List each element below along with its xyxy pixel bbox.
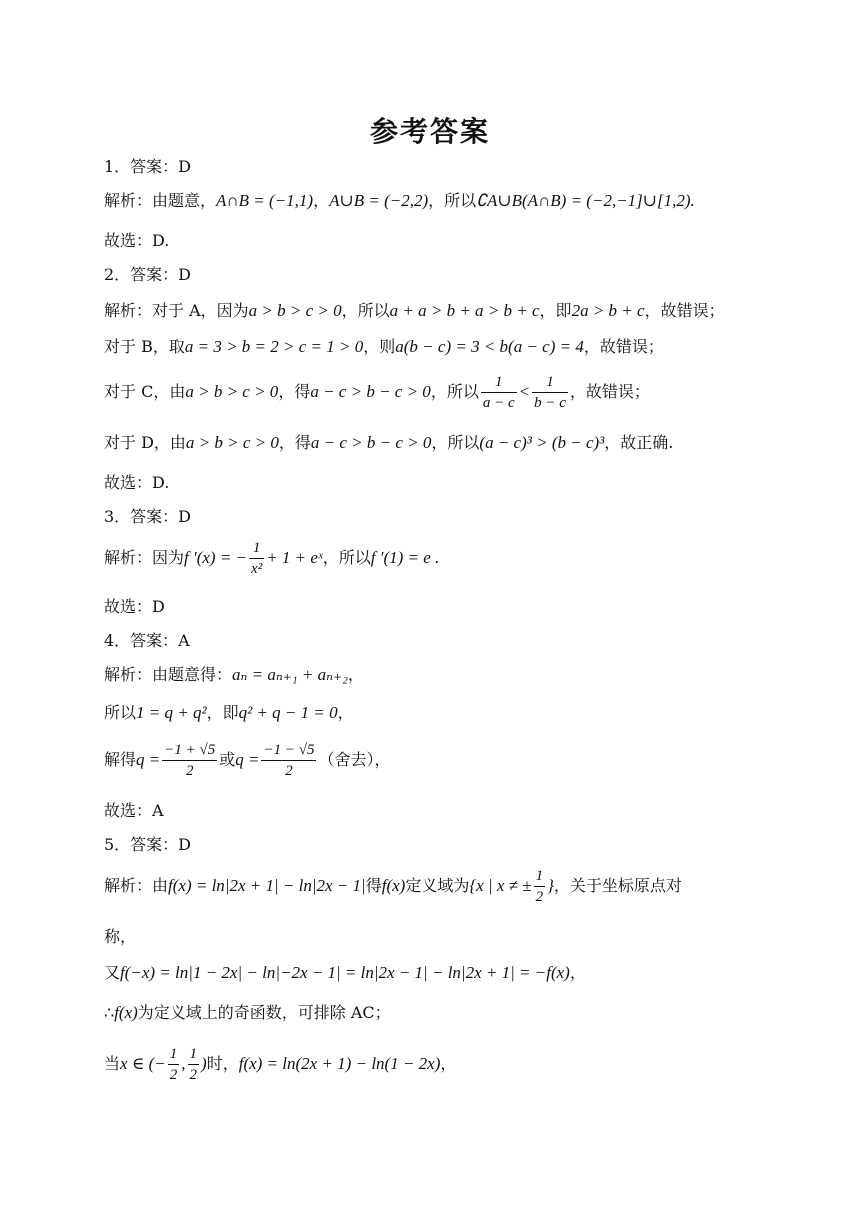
analysis-2-line-2: [104, 336, 664, 358]
math: f ′(x) = −: [184, 548, 248, 567]
text: ，: [569, 963, 586, 982]
text: 对于 D，由: [104, 433, 186, 452]
math: f(x) = ln|2x + 1| − ln|2x − 1|: [168, 876, 366, 895]
text: ，故错误；: [569, 382, 650, 401]
math: (a − c)³ > (b − c)³: [479, 433, 605, 452]
page-title: 参考答案: [369, 115, 490, 148]
conclusion-1: 故选：D.: [104, 231, 170, 250]
text: ，即: [206, 703, 239, 722]
math: f ′(1) = e .: [370, 548, 440, 567]
analysis-5-line-2: 称，: [104, 927, 137, 946]
fraction: [188, 1044, 200, 1085]
answer-4: 4．答案：A: [104, 631, 190, 650]
math: f(x) = ln(2x + 1) − ln(1 − 2x): [238, 1054, 441, 1073]
text: ，得: [278, 433, 311, 452]
conclusion-3: 故选：D: [104, 597, 165, 616]
text: 定义域为: [405, 876, 470, 895]
fraction: [162, 740, 217, 781]
numerator: 1: [481, 372, 517, 393]
text: 时，: [206, 1054, 239, 1073]
math: a(b − c) = 3 < b(a − c) = 4: [395, 337, 584, 356]
text: 当: [104, 1054, 121, 1073]
analysis-2-line-3: [104, 372, 650, 413]
analysis-5-line-4: [104, 1002, 391, 1024]
text: 解析：由题意，: [104, 191, 217, 210]
text: （舍去），: [318, 750, 391, 769]
fraction: [261, 740, 316, 781]
fraction: [168, 1044, 180, 1085]
math: x ∈ (−: [120, 1054, 166, 1073]
text: ，得: [278, 382, 311, 401]
answer-5: 5．答案：D: [104, 835, 192, 854]
answer-2: 2．答案：D: [104, 265, 192, 284]
math: a > b > c > 0: [185, 382, 279, 401]
text: ，故正确.: [604, 433, 674, 452]
text: ，所以: [322, 548, 371, 567]
math: a > b > c > 0: [248, 301, 342, 320]
analysis-4-line-2: [104, 702, 354, 724]
text: 为定义域上的奇函数，可排除 AC；: [137, 1003, 391, 1022]
numerator: −1 − √5: [261, 740, 316, 761]
numerator: 1: [532, 372, 568, 393]
denominator: 2: [535, 889, 544, 905]
math: {x | x ≠ ±: [469, 876, 532, 895]
math: q =: [136, 750, 161, 769]
denominator: b − c: [534, 395, 566, 411]
denominator: x²: [251, 561, 263, 577]
text: ，: [313, 191, 330, 210]
math: A∩B = (−1,1): [216, 191, 314, 210]
analysis-5-line-3: [104, 962, 586, 984]
text: ，所以: [428, 191, 477, 210]
text: ，: [347, 665, 364, 684]
text: ，故错误；: [644, 301, 725, 320]
text: 所以: [104, 703, 137, 722]
math: a − c > b − c > 0: [310, 382, 431, 401]
text: 对于 C，由: [104, 382, 186, 401]
text: ，所以: [431, 433, 480, 452]
fraction: [481, 372, 517, 413]
analysis-4-line-3: [104, 740, 390, 781]
math: q =: [235, 750, 260, 769]
numerator: 1: [188, 1044, 200, 1065]
fraction: [532, 372, 568, 413]
math: ∁A∪B(A∩B) = (−2,−1]∪[1,2).: [476, 191, 695, 210]
math: 1 = q + q²: [136, 703, 207, 722]
text: ，: [337, 703, 354, 722]
math: }: [547, 876, 554, 895]
text: 解析：由题意得：: [104, 665, 233, 684]
analysis-5-line-1: [104, 866, 682, 907]
text: ，所以: [341, 301, 390, 320]
answer-1: 1．答案：D: [104, 157, 192, 176]
conclusion-4: 故选：A: [104, 801, 164, 820]
denominator: 2: [285, 763, 293, 779]
math: 2a > b + c: [571, 301, 645, 320]
math: ,: [181, 1054, 186, 1073]
text: 解析：由: [104, 876, 169, 895]
text: 得: [365, 876, 382, 895]
math: f(x): [114, 1003, 138, 1022]
denominator: a − c: [482, 395, 515, 411]
text: 或: [219, 750, 236, 769]
numerator: 1: [534, 866, 546, 887]
text: ，所以: [430, 382, 479, 401]
analysis-2-line-4: [104, 432, 673, 454]
text: ，即: [539, 301, 572, 320]
text: ，: [440, 1054, 457, 1073]
numerator: −1 + √5: [162, 740, 217, 761]
text: 解得: [104, 750, 137, 769]
denominator: 2: [169, 1067, 178, 1083]
math: f(x): [381, 876, 406, 895]
math: A∪B = (−2,2): [329, 191, 429, 210]
math: a + a > b + a > b + c: [389, 301, 540, 320]
denominator: 2: [185, 763, 194, 779]
numerator: 1: [168, 1044, 180, 1065]
math: a = 3 > b = 2 > c = 1 > 0: [184, 337, 364, 356]
math: q² + q − 1 = 0: [238, 703, 338, 722]
math: f(−x) = ln|1 − 2x| − ln|−2x − 1| = ln|2x − 1| − ln|2x + 1| = −f(x): [120, 963, 570, 982]
fraction: [249, 538, 264, 579]
numerator: 1: [249, 538, 264, 559]
math: + 1 + eˣ: [266, 548, 323, 567]
conclusion-2: 故选：D.: [104, 473, 170, 492]
text: ，关于坐标原点对: [553, 876, 682, 895]
math: <: [518, 382, 531, 401]
math: a − c > b − c > 0: [310, 433, 432, 452]
analysis-5-line-5: [104, 1044, 456, 1085]
math: aₙ = aₙ₊₁ + aₙ₊₂: [232, 665, 348, 684]
fraction: [534, 866, 546, 907]
text: 又: [104, 963, 121, 982]
math: a > b > c > 0: [185, 433, 279, 452]
denominator: 2: [189, 1067, 198, 1083]
text: ，则: [363, 337, 396, 356]
analysis-4-line-1: [104, 664, 364, 686]
text: 对于 B，取: [104, 337, 185, 356]
answer-3: 3．答案：D: [104, 507, 192, 526]
text: ∴: [104, 1003, 115, 1022]
text: 解析：对于 A，因为: [104, 301, 249, 320]
text: 解析：因为: [104, 548, 185, 567]
analysis-1-line-1: [104, 190, 695, 212]
analysis-3-line-1: [104, 538, 439, 579]
math: ): [201, 1054, 207, 1073]
text: ，故错误；: [583, 337, 664, 356]
analysis-2-line-1: [104, 300, 725, 322]
